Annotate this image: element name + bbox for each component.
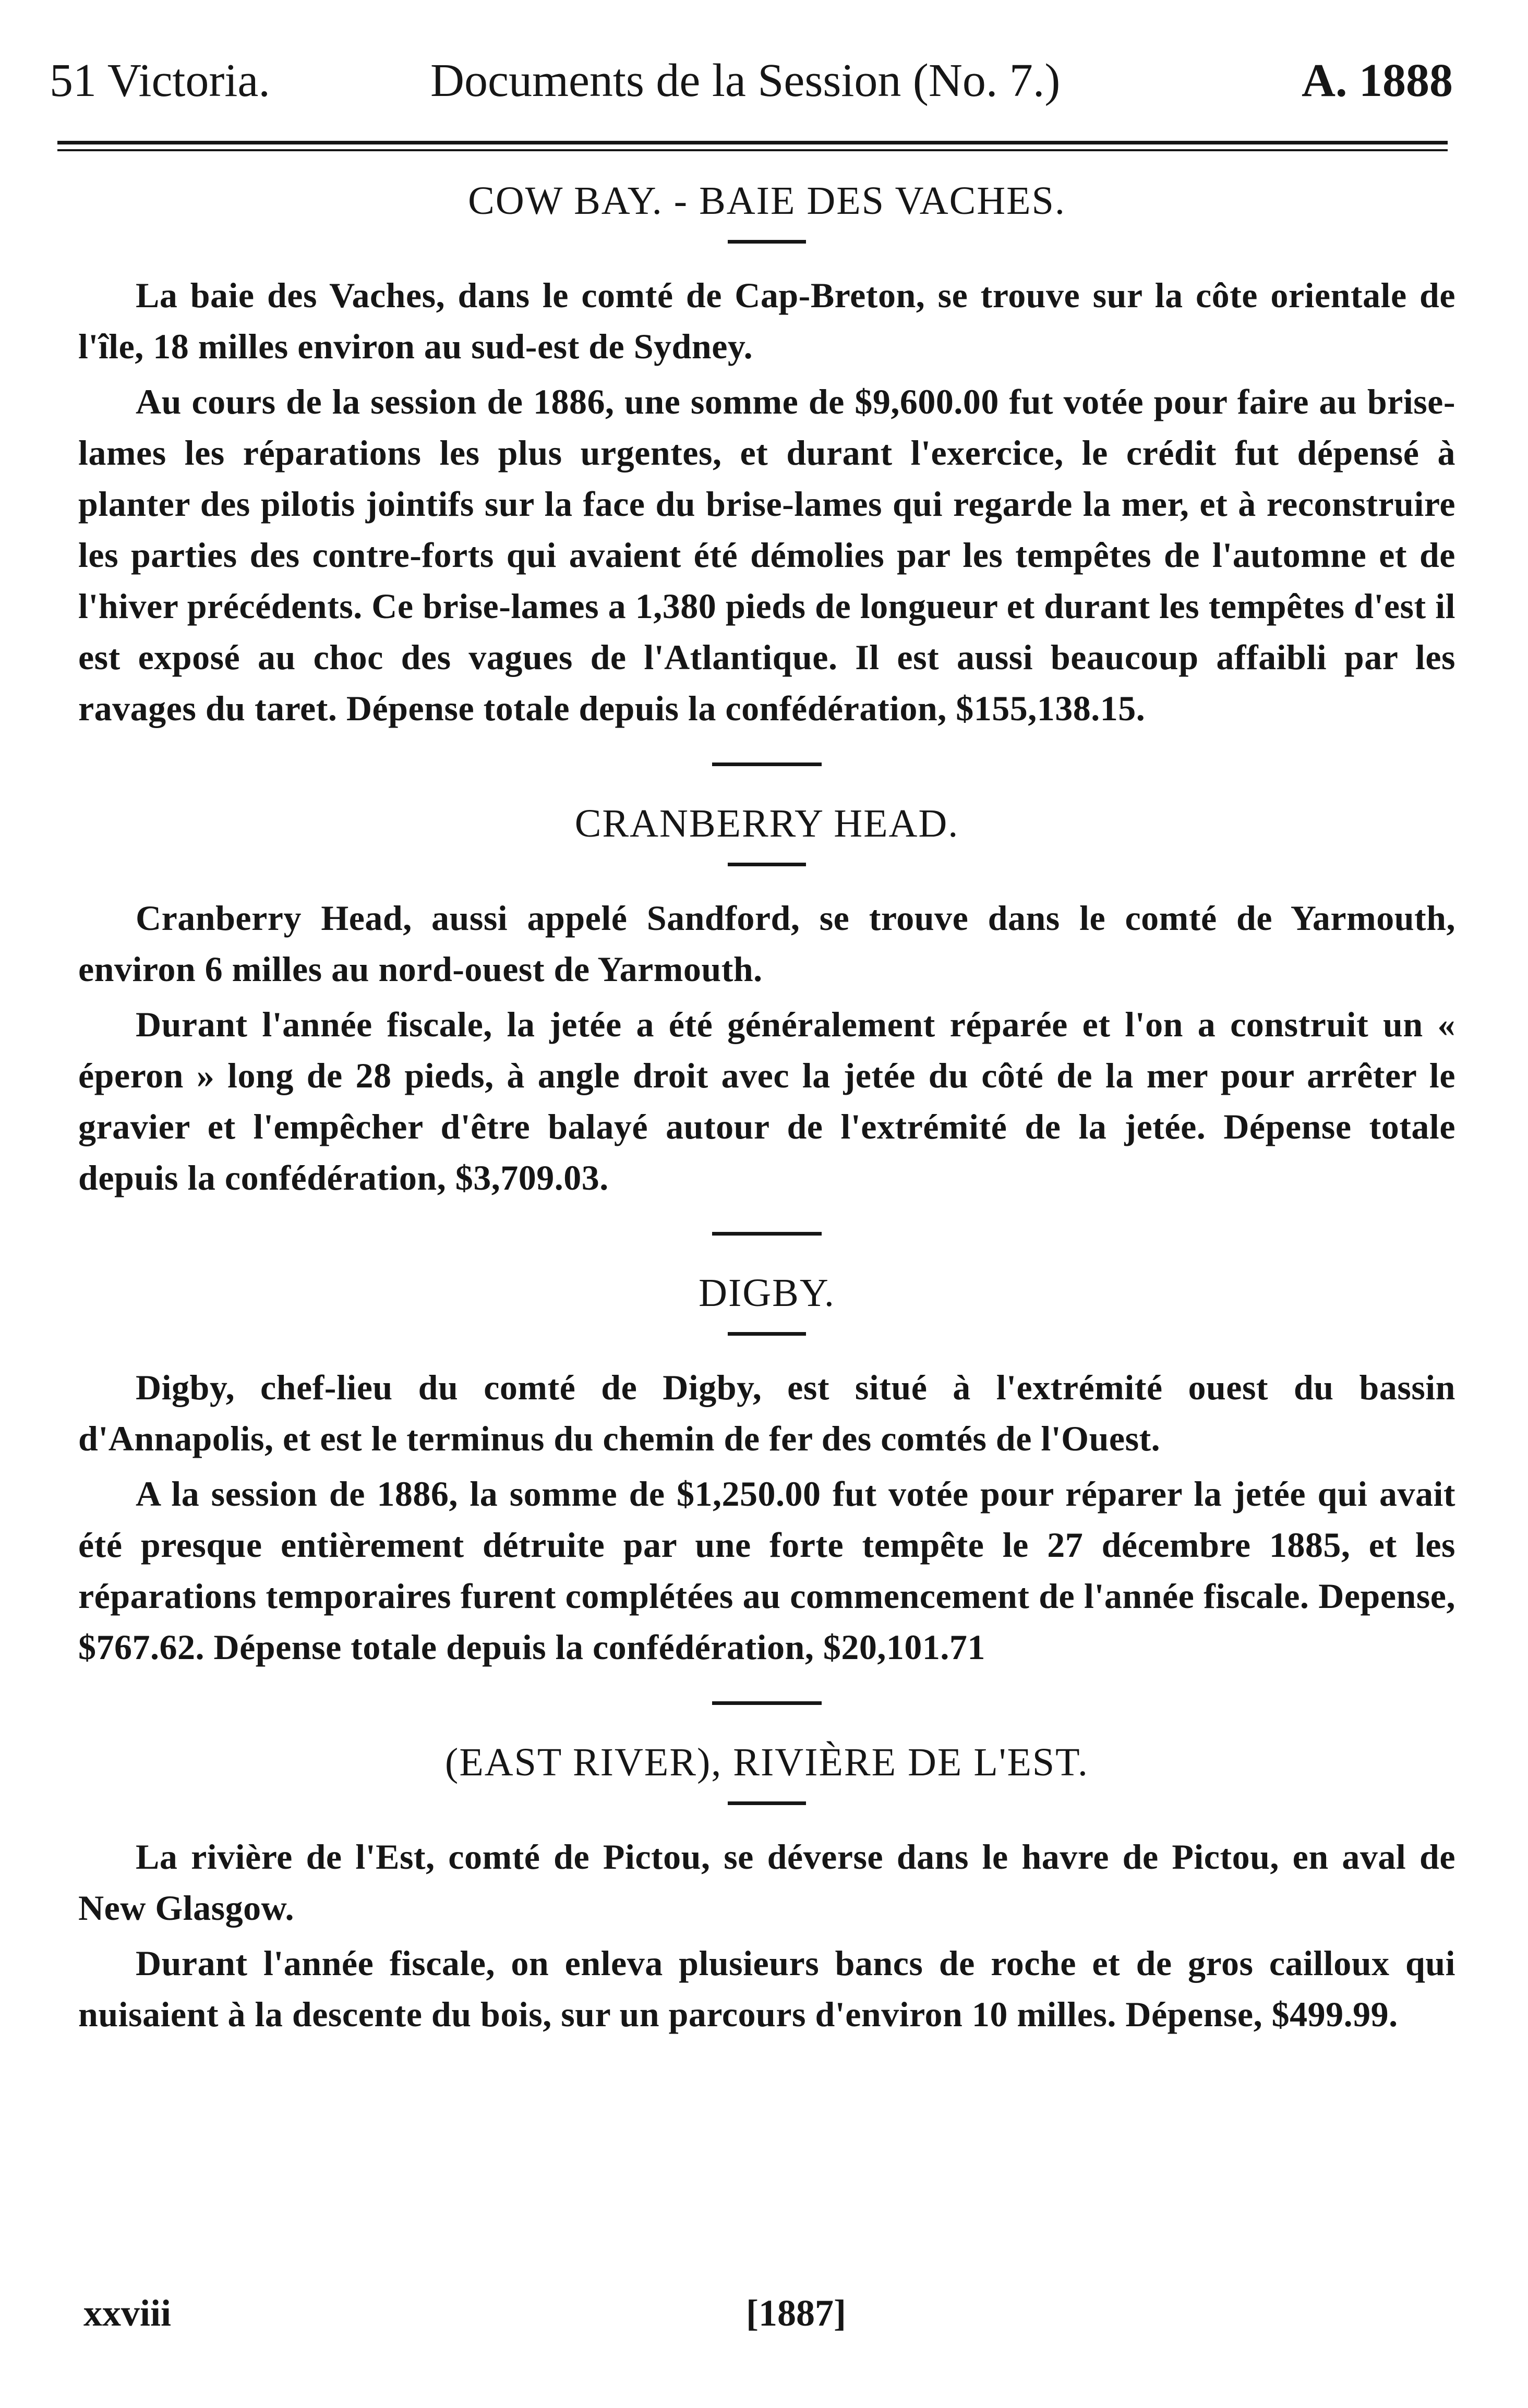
header-year: A. 1888	[1302, 55, 1453, 106]
page-header	[50, 50, 1453, 112]
page-body	[78, 172, 1455, 2044]
title-rule	[728, 240, 806, 244]
paragraph: A la session de 1886, la somme de $1,250.00 fut votée pour réparer la jetée qui avait été presque entièrement détruite par une forte tempête le 27 décembre 1885, et les réparations temporaires furent complétées au commencement de l'année fiscale. Depense, $767.62. Dépense totale depuis la confédération, $20,101.71	[78, 1474, 1455, 1667]
title-rule	[728, 863, 806, 866]
page-footer	[83, 2287, 1440, 2339]
section-digby	[78, 1264, 1455, 1673]
section-title: DIGBY.	[699, 1271, 835, 1315]
header-volume: 51 Victoria.	[50, 55, 270, 106]
footer-year: [1887]	[746, 2292, 846, 2334]
paragraph: Digby, chef-lieu du comté de Digby, est situé à l'extrémité ouest du bassin d'Annapolis, et est le terminus du chemin de fer des comtés de l'Ouest.	[78, 1368, 1455, 1458]
section-title: (EAST RIVER), RIVIÈRE DE L'EST.	[445, 1740, 1089, 1784]
paragraph: Durant l'année fiscale, la jetée a été généralement réparée et l'on a construit un « éperon » long de 28 pieds, à angle droit avec la jetée du côté de la mer pour arrêter le gravier et l'empêcher d'être balayé autour de l'extrémité de la jetée. Dépense totale depuis la confédération, $3,709.03.	[78, 1005, 1455, 1197]
section-separator	[712, 1701, 822, 1705]
paragraph: Cranberry Head, aussi appelé Sandford, se trouve dans le comté de Yarmouth, environ 6 milles au nord-ouest de Yarmouth.	[78, 898, 1455, 989]
title-rule	[728, 1801, 806, 1805]
header-double-rule	[57, 141, 1448, 151]
section-cranberry-head	[78, 795, 1455, 1203]
title-rule	[728, 1332, 806, 1336]
paragraph: La baie des Vaches, dans le comté de Cap-Breton, se trouve sur la côte orientale de l'île, 18 milles environ au sud-est de Sydney.	[78, 275, 1455, 366]
section-title: CRANBERRY HEAD.	[574, 802, 959, 845]
section-cow-bay	[78, 172, 1455, 734]
paragraph: La rivière de l'Est, comté de Pictou, se déverse dans le havre de Pictou, en aval de New Glasgow.	[78, 1837, 1455, 1928]
header-document-title: Documents de la Session (No. 7.)	[430, 55, 1061, 106]
section-separator	[712, 1232, 822, 1236]
paragraph: Durant l'année fiscale, on enleva plusieurs bancs de roche et de gros cailloux qui nuisaient à la descente du bois, sur un parcours d'environ 10 milles. Dépense, $499.99.	[78, 1943, 1455, 2034]
page-number-roman: xxviii	[83, 2292, 172, 2334]
section-title: COW BAY. - BAIE DES VACHES.	[468, 179, 1066, 223]
paragraph: Au cours de la session de 1886, une somme de $9,600.00 fut votée pour faire au brise-lames les réparations les plus urgentes, et durant l'exercice, le crédit fut dépensé à planter des pilotis jointifs sur la face du brise-lames qui regarde la mer, et à reconstruire les parties des contre-forts qui avaient été démolies par les tempêtes de l'automne et de l'hiver précédents. Ce brise-lames a 1,380 pieds de longueur et durant les tempêtes d'est il est exposé au choc des vagues de l'Atlantique. Il est aussi beaucoup affaibli par les ravages du taret. Dépense totale depuis la confédération, $155,138.15.	[78, 382, 1455, 728]
section-separator	[712, 763, 822, 766]
section-east-river	[78, 1734, 1455, 2040]
